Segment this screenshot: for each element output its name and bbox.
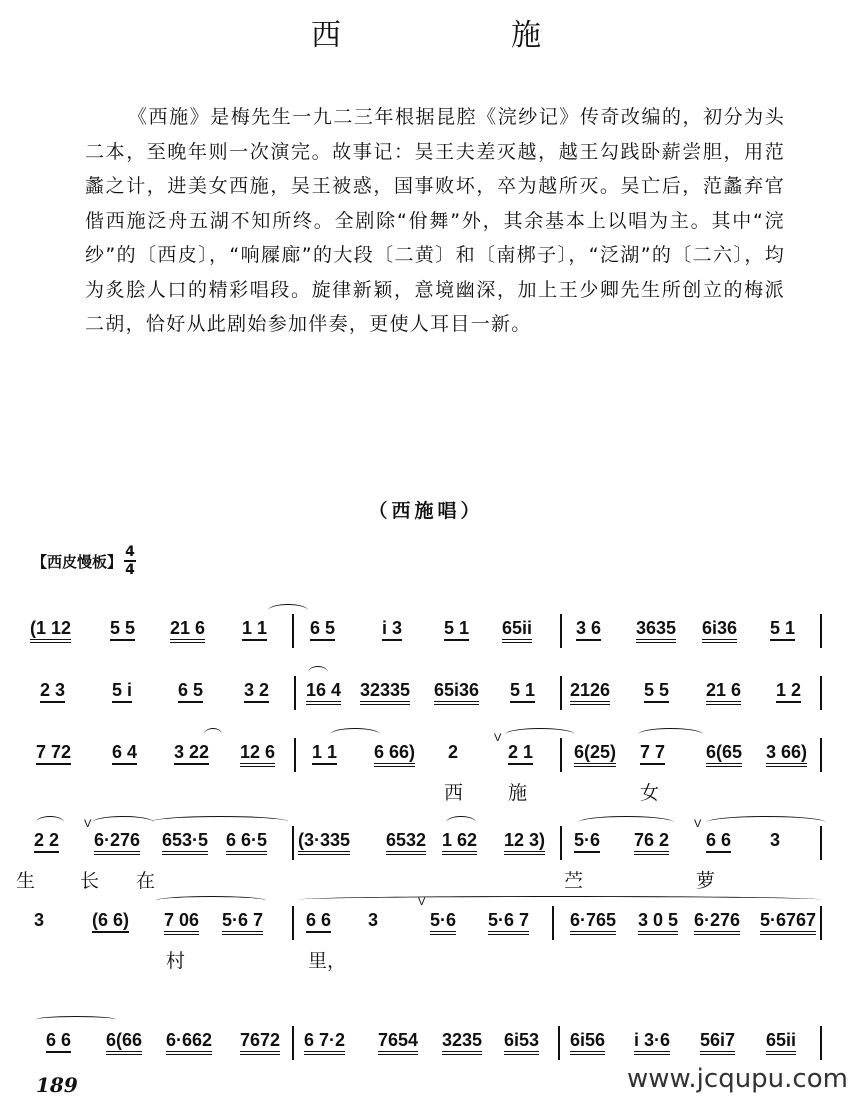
- note-group: 6 4: [112, 742, 137, 765]
- note-group: 6(25): [574, 742, 616, 767]
- note-group: 3 22: [174, 742, 209, 765]
- lyric: 西: [444, 782, 464, 804]
- note-group: 3: [770, 830, 781, 850]
- note-group: 32335: [360, 680, 410, 705]
- note-group: 6·276: [694, 910, 740, 935]
- barline: [820, 906, 822, 940]
- note-group: 6 5: [178, 680, 203, 703]
- note-group: 6 5: [310, 618, 335, 641]
- breath-mark-icon: V: [694, 818, 702, 830]
- note-group: 6 66): [374, 742, 415, 767]
- note-group: 3 2: [244, 680, 269, 703]
- barline: [820, 1026, 822, 1060]
- barline: [820, 738, 822, 772]
- page-number: 189: [36, 1073, 78, 1097]
- lyric: 萝: [696, 870, 716, 892]
- note-group: 6532: [386, 830, 426, 855]
- note-group: 21 6: [170, 618, 205, 643]
- note-group: 5 1: [444, 618, 469, 641]
- note-group: 5 1: [770, 618, 795, 641]
- lyric: 苎: [564, 870, 584, 892]
- barline: [552, 906, 554, 940]
- score-row-3: [30, 732, 830, 804]
- barline: [292, 1026, 294, 1060]
- note-group: 56i7: [700, 1030, 735, 1055]
- barline: [820, 614, 822, 648]
- note-group: 21 6: [706, 680, 741, 705]
- note-group: 7 7: [640, 742, 665, 765]
- note-group: 7672: [240, 1030, 280, 1055]
- note-group: 65i36: [434, 680, 479, 705]
- note-group: 2 2: [34, 830, 59, 853]
- note-group: 6(66: [106, 1030, 142, 1055]
- note-group: (6 6): [92, 910, 129, 933]
- barline: [558, 1026, 560, 1060]
- note-group: 6 6: [306, 910, 331, 933]
- note-group: 2 3: [40, 680, 65, 703]
- note-group: 6·276: [94, 830, 140, 855]
- score-row-1: [30, 618, 830, 658]
- time-signature: 4 4: [125, 544, 135, 578]
- note-group: 1 1: [242, 618, 267, 641]
- barline: [560, 676, 562, 710]
- lyric: 在: [136, 870, 156, 892]
- score-row-4: [16, 818, 830, 892]
- tempo-label: 【西皮慢板】: [32, 552, 123, 571]
- barline: [292, 826, 294, 860]
- barline: [292, 906, 294, 940]
- score-row-2: [30, 680, 830, 720]
- note-group: 2 1: [508, 742, 533, 765]
- note-group: 65ii: [502, 618, 532, 643]
- note-group: 6i56: [570, 1030, 605, 1055]
- note-group: (3·335: [298, 830, 350, 855]
- note-group: 3: [34, 910, 45, 930]
- note-group: 6i53: [504, 1030, 539, 1055]
- barline: [820, 826, 822, 860]
- tempo-marking: [32, 545, 136, 577]
- breath-mark-icon: V: [84, 818, 92, 830]
- barline: [292, 614, 294, 648]
- barline: [294, 738, 296, 772]
- note-group: 6 6: [46, 1030, 71, 1053]
- note-group: 76 2: [634, 830, 669, 855]
- note-group: 6 7·2: [304, 1030, 345, 1055]
- note-group: 6i36: [702, 618, 737, 643]
- note-group: 1 62: [442, 830, 477, 855]
- note-group: 653·5: [162, 830, 208, 855]
- lyric: 女: [640, 782, 660, 804]
- note-group: 6(65: [706, 742, 742, 767]
- note-group: (1 12: [30, 618, 71, 643]
- note-group: 6 6: [706, 830, 731, 853]
- note-group: 2126: [570, 680, 610, 705]
- breath-mark-icon: V: [418, 896, 426, 908]
- barline: [820, 676, 822, 710]
- lyric: 施: [508, 782, 528, 804]
- intro-paragraph: 《西施》是梅先生一九二三年根据昆腔《浣纱记》传奇改编的，初分为头二本，至晚年则一次演完。故事记：吴王夫差灭越，越王勾践卧薪尝胆，用范蠡之计，进美女西施，吴王被惑，国事败坏，卒为越所灭。吴亡后，范蠡弃官偕西施泛舟五湖不知所终。全剧除“佾舞”外，其余基本上以唱为主。其中“浣纱”的〔西皮〕，“响屧廊”的大段〔二黄〕和〔南梆子〕，“泛湖”的〔二六〕，均为炙脍人口的精彩唱段。旋律新颖，意境幽深，加上王少卿先生所创立的梅派二胡，恰好从此剧始参加伴奏，更使人耳目一新。: [85, 106, 785, 335]
- note-group: 6·662: [166, 1030, 212, 1055]
- note-group: 3 0 5: [638, 910, 678, 935]
- note-group: 65ii: [766, 1030, 796, 1055]
- note-group: 3235: [442, 1030, 482, 1055]
- note-group: 1 2: [776, 680, 801, 703]
- score-row-5: [30, 896, 830, 972]
- note-group: 5·6 7: [222, 910, 263, 935]
- barline: [560, 614, 562, 648]
- barline: [560, 738, 562, 772]
- lyric: 长: [80, 870, 100, 892]
- note-group: 16 4: [306, 680, 341, 705]
- note-group: 3 6: [576, 618, 601, 641]
- note-group: 5 5: [110, 618, 135, 641]
- barline: [560, 826, 562, 860]
- note-group: 3 66): [766, 742, 807, 767]
- watermark: www.jcqupu.com: [627, 1064, 848, 1094]
- note-group: 6 6·5: [226, 830, 267, 855]
- note-group: i 3: [382, 618, 402, 641]
- note-group: 5·6: [430, 910, 456, 935]
- note-group: 5·6767: [760, 910, 816, 935]
- breath-mark-icon: V: [494, 732, 502, 744]
- note-group: i 3·6: [634, 1030, 670, 1055]
- note-group: 3: [368, 910, 379, 930]
- note-group: 7 72: [36, 742, 71, 765]
- note-group: 1 1: [312, 742, 337, 765]
- note-group: 7654: [378, 1030, 418, 1055]
- lyric: 里，: [308, 950, 347, 972]
- note-group: 5·6 7: [488, 910, 529, 935]
- note-group: 5 i: [112, 680, 132, 703]
- lyric: 生: [16, 870, 36, 892]
- note-group: 7 06: [164, 910, 199, 935]
- singer-heading: （西施唱）: [368, 500, 484, 522]
- note-group: 5 5: [644, 680, 669, 703]
- note-group: 2: [448, 742, 459, 762]
- note-group: 12 6: [240, 742, 275, 767]
- lyric: 村: [166, 950, 186, 972]
- note-group: 12 3): [504, 830, 545, 855]
- note-group: 6·765: [570, 910, 616, 935]
- barline: [294, 676, 296, 710]
- note-group: 5 1: [510, 680, 535, 703]
- note-group: 5·6: [574, 830, 600, 853]
- note-group: 3635: [636, 618, 676, 643]
- song-title: 西 施: [311, 18, 611, 53]
